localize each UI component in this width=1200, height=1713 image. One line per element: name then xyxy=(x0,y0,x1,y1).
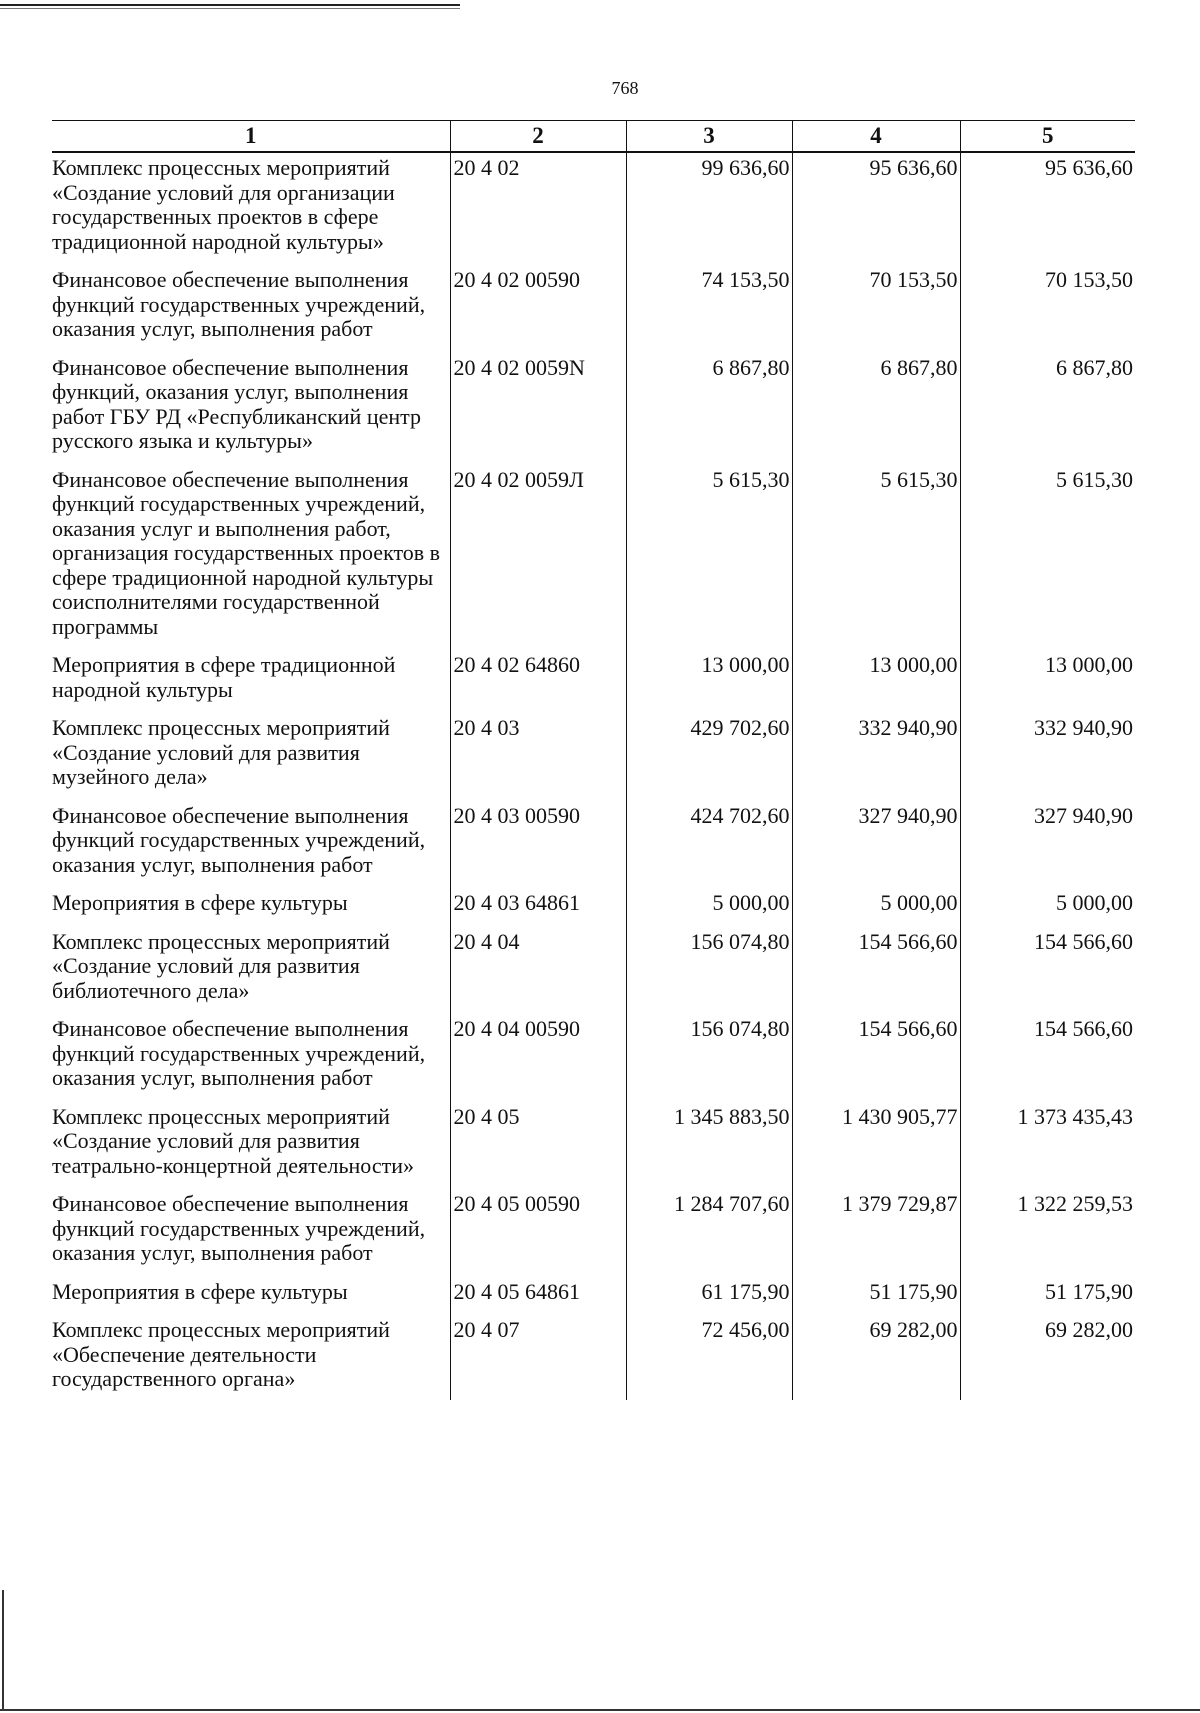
row-name-cell: Комплекс процессных мероприятий «Создание условий для развития театрально-концертной деятельности» xyxy=(52,1103,414,1178)
row-value-col3: 1 284 707,60 xyxy=(626,1186,792,1274)
row-code-cell: 20 4 04 xyxy=(450,924,626,1012)
row-value-col4: 5 000,00 xyxy=(792,885,960,924)
row-value-col5: 95 636,60 xyxy=(960,152,1135,262)
row-value-col5: 69 282,00 xyxy=(960,1312,1135,1400)
column-header-2: 2 xyxy=(450,121,626,153)
row-value-col3: 156 074,80 xyxy=(626,924,792,1012)
row-value-col5: 1 322 259,53 xyxy=(960,1186,1135,1274)
table-row xyxy=(52,462,1135,648)
row-value-col5: 1 373 435,43 xyxy=(960,1099,1135,1187)
row-value-col5: 70 153,50 xyxy=(960,262,1135,350)
budget-table xyxy=(52,120,1135,1400)
row-value-col3: 74 153,50 xyxy=(626,262,792,350)
row-value-col3: 72 456,00 xyxy=(626,1312,792,1400)
row-value-col5: 332 940,90 xyxy=(960,710,1135,798)
table-row xyxy=(52,152,1135,262)
row-name-cell: Комплекс процессных мероприятий «Создание условий для развития библиотечного дела» xyxy=(52,928,390,1003)
left-edge-line xyxy=(2,1590,4,1710)
row-name-cell: Финансовое обеспечение выполнения функций государственных учреждений, оказания услуг, выполнения работ xyxy=(52,802,426,877)
row-value-col5: 327 940,90 xyxy=(960,798,1135,886)
table-header-row xyxy=(52,121,1135,153)
row-value-col4: 70 153,50 xyxy=(792,262,960,350)
table-row xyxy=(52,924,1135,1012)
row-code-cell: 20 4 03 00590 xyxy=(450,798,626,886)
row-value-col4: 154 566,60 xyxy=(792,1011,960,1099)
column-header-3: 3 xyxy=(626,121,792,153)
row-code-cell: 20 4 07 xyxy=(450,1312,626,1400)
row-value-col5: 5 000,00 xyxy=(960,885,1135,924)
row-name-cell: Комплекс процессных мероприятий «Обеспечение деятельности государственного органа» xyxy=(52,1317,390,1391)
top-edge-line-thin xyxy=(0,8,460,9)
row-value-col3: 6 867,80 xyxy=(626,350,792,462)
row-name-cell: Финансовое обеспечение выполнения функций государственных учреждений, оказания услуг, выполнения работ xyxy=(52,267,426,341)
row-value-col4: 1 430 905,77 xyxy=(792,1099,960,1187)
row-name-cell: Комплекс процессных мероприятий «Создание условий для организации государственных проектов в сфере традиционной народной культуры» xyxy=(52,155,395,254)
row-value-col4: 6 867,80 xyxy=(792,350,960,462)
row-value-col4: 13 000,00 xyxy=(792,647,960,710)
row-code-cell: 20 4 04 00590 xyxy=(450,1011,626,1099)
row-value-col5: 51 175,90 xyxy=(960,1274,1135,1313)
table-row xyxy=(52,1312,1135,1400)
row-code-cell: 20 4 03 xyxy=(450,710,626,798)
row-name-cell: Мероприятия в сфере культуры xyxy=(52,1278,348,1304)
row-code-cell: 20 4 02 64860 xyxy=(450,647,626,710)
column-header-4: 4 xyxy=(792,121,960,153)
row-value-col5: 6 867,80 xyxy=(960,350,1135,462)
row-code-cell: 20 4 02 xyxy=(450,152,626,262)
row-code-cell: 20 4 05 xyxy=(450,1099,626,1187)
row-name-cell: Мероприятия в сфере культуры xyxy=(52,890,348,915)
bottom-edge-line xyxy=(0,1709,1200,1711)
column-header-1: 1 xyxy=(52,121,450,153)
row-value-col4: 327 940,90 xyxy=(792,798,960,886)
table-row xyxy=(52,1274,1135,1313)
row-name-cell: Мероприятия в сфере традиционной народной культуры xyxy=(52,652,396,702)
table-row xyxy=(52,1186,1135,1274)
row-value-col3: 61 175,90 xyxy=(626,1274,792,1313)
row-value-col3: 1 345 883,50 xyxy=(626,1099,792,1187)
row-code-cell: 20 4 03 64861 xyxy=(450,885,626,924)
top-edge-line xyxy=(0,4,460,6)
row-value-col3: 99 636,60 xyxy=(626,152,792,262)
row-name-cell: Комплекс процессных мероприятий «Создание условий для развития музейного дела» xyxy=(52,715,390,789)
row-value-col5: 154 566,60 xyxy=(960,924,1135,1012)
row-code-cell: 20 4 05 64861 xyxy=(450,1274,626,1313)
row-value-col3: 424 702,60 xyxy=(626,798,792,886)
row-value-col4: 5 615,30 xyxy=(792,462,960,648)
table-body xyxy=(52,152,1135,1400)
table-row xyxy=(52,798,1135,886)
row-code-cell: 20 4 05 00590 xyxy=(450,1186,626,1274)
row-code-cell: 20 4 02 0059Л xyxy=(450,462,626,648)
column-header-5: 5 xyxy=(960,121,1135,153)
table-row xyxy=(52,647,1135,710)
row-value-col4: 332 940,90 xyxy=(792,710,960,798)
table-row xyxy=(52,350,1135,462)
row-value-col3: 429 702,60 xyxy=(626,710,792,798)
row-value-col5: 13 000,00 xyxy=(960,647,1135,710)
table-row xyxy=(52,262,1135,350)
page-number: 768 xyxy=(611,78,639,98)
row-name-cell: Финансовое обеспечение выполнения функций государственных учреждений, оказания услуг, выполнения работ xyxy=(52,1016,426,1090)
row-value-col4: 95 636,60 xyxy=(792,152,960,262)
row-value-col4: 154 566,60 xyxy=(792,924,960,1012)
table-row xyxy=(52,885,1135,924)
row-value-col4: 51 175,90 xyxy=(792,1274,960,1313)
row-name-cell: Финансовое обеспечение выполнения функций государственных учреждений, оказания услуг и выполнения работ, организация государственных проектов в сфере традиционной народной культуры соисполнителями государственной программы xyxy=(52,466,441,639)
row-name-cell: Финансовое обеспечение выполнения функций государственных учреждений, оказания услуг, выполнения работ xyxy=(52,1191,426,1265)
row-name-cell: Финансовое обеспечение выполнения функций, оказания услуг, выполнения работ ГБУ РД «Республиканский центр русского языка и культуры» xyxy=(52,354,422,453)
row-value-col4: 1 379 729,87 xyxy=(792,1186,960,1274)
row-value-col5: 154 566,60 xyxy=(960,1011,1135,1099)
row-value-col3: 5 000,00 xyxy=(626,885,792,924)
table-row xyxy=(52,1099,1135,1187)
table-row xyxy=(52,710,1135,798)
row-value-col4: 69 282,00 xyxy=(792,1312,960,1400)
row-value-col3: 5 615,30 xyxy=(626,462,792,648)
row-code-cell: 20 4 02 00590 xyxy=(450,262,626,350)
row-value-col5: 5 615,30 xyxy=(960,462,1135,648)
row-value-col3: 13 000,00 xyxy=(626,647,792,710)
row-value-col3: 156 074,80 xyxy=(626,1011,792,1099)
row-code-cell: 20 4 02 0059N xyxy=(450,350,626,462)
table-row xyxy=(52,1011,1135,1099)
